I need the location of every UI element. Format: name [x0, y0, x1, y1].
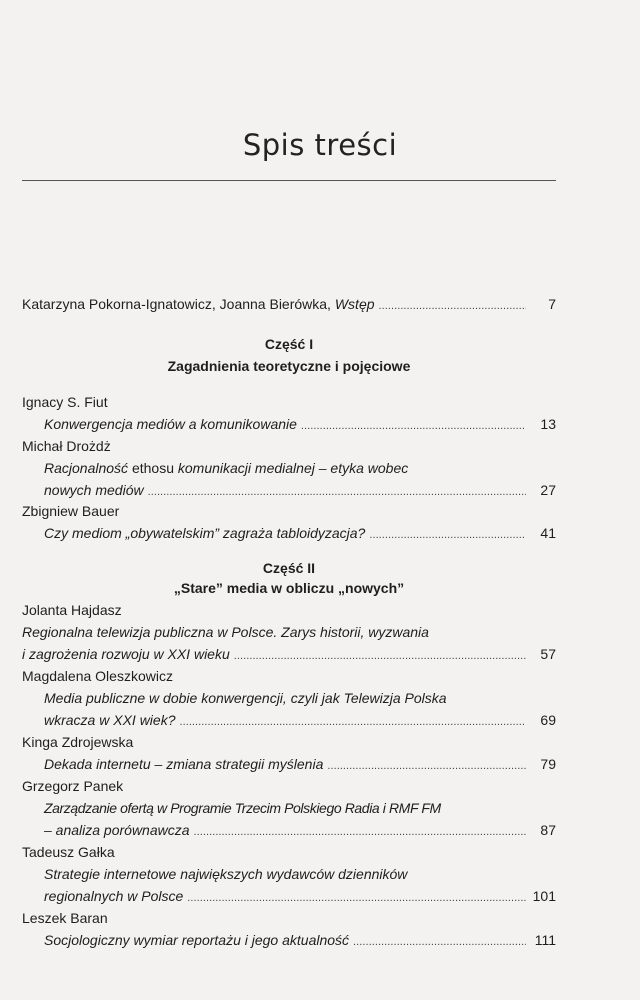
entry-title-line[interactable]	[44, 458, 556, 478]
toc-entry[interactable]	[44, 480, 556, 500]
dot-leader	[379, 296, 526, 316]
dot-leader	[327, 756, 526, 776]
dot-leader	[194, 822, 526, 842]
entry-author: Grzegorz Panek	[22, 778, 124, 794]
page-number: 79	[540, 756, 556, 772]
page-number: 69	[540, 712, 556, 728]
dot-leader	[179, 712, 526, 732]
intro-authors: Katarzyna Pokorna-Ignatowicz, Joanna Bierówka,	[22, 296, 335, 312]
page-number: 13	[540, 416, 556, 432]
entry-title: regionalnych w Polsce	[44, 888, 184, 904]
toc-entry[interactable]	[44, 886, 556, 906]
toc-entry[interactable]	[44, 754, 556, 774]
entry-author: Ignacy S. Fiut	[22, 394, 108, 410]
entry-title-part: Racjonalność	[44, 460, 129, 476]
entry-author: Kinga Zdrojewska	[22, 734, 134, 750]
entry-author: Jolanta Hajdasz	[22, 602, 122, 618]
toc-entry[interactable]	[44, 523, 556, 543]
entry-title-part: komunikacji medialnej – etyka wobec	[177, 460, 409, 476]
dot-leader	[353, 932, 526, 952]
entry-title: Czy mediom „obywatelskim” zagraża tabloidyzacja?	[44, 525, 366, 541]
entry-author: Magdalena Oleszkowicz	[22, 668, 173, 684]
entry-author: Zbigniew Bauer	[22, 503, 120, 519]
dot-leader	[187, 888, 526, 908]
part-2-label: Część II	[262, 560, 316, 576]
entry-title: – analiza porównawcza	[44, 822, 190, 838]
toc-entry[interactable]	[44, 930, 556, 950]
toc-entry[interactable]	[44, 414, 556, 434]
entry-title-line[interactable]: Zarządzanie ofertą w Programie Trzecim Polskiego Radia i RMF FM	[44, 800, 441, 816]
title-divider	[22, 180, 556, 181]
page-title: Spis treści	[242, 128, 398, 162]
intro-title: Wstęp	[334, 296, 375, 312]
entry-title-part: ethosu	[128, 460, 178, 476]
page-number: 27	[540, 482, 556, 498]
entry-title-line[interactable]: Media publiczne w dobie konwergencji, czyli jak Telewizja Polska	[44, 690, 447, 706]
entry-author: Leszek Baran	[22, 910, 108, 926]
entry-author: Tadeusz Gałka	[22, 844, 115, 860]
entry-title-line[interactable]: Strategie internetowe największych wydawców dzienników	[44, 866, 408, 882]
entry-title: Socjologiczny wymiar reportażu i jego aktualność	[44, 932, 350, 948]
toc-entry-intro[interactable]	[22, 294, 556, 314]
dot-leader	[148, 482, 526, 502]
page-number: 41	[540, 525, 556, 541]
page-number: 7	[548, 296, 556, 312]
page-number: 87	[540, 822, 556, 838]
entry-title: i zagrożenia rozwoju w XXI wieku	[22, 646, 230, 662]
dot-leader	[234, 646, 526, 666]
entry-title-line[interactable]: Regionalna telewizja publiczna w Polsce. Zarys historii, wyzwania	[22, 624, 429, 640]
dot-leader	[301, 416, 526, 436]
part-2-subtitle: „Stare” media w obliczu „nowych”	[173, 580, 405, 596]
part-1-label: Część I	[264, 336, 314, 352]
toc-entry[interactable]	[44, 820, 556, 840]
toc-entry[interactable]	[22, 644, 556, 664]
page-number: 111	[534, 932, 556, 948]
part-1-subtitle: Zagadnienia teoretyczne i pojęciowe	[167, 358, 411, 374]
toc-entry[interactable]	[44, 710, 556, 730]
page-number: 101	[532, 888, 556, 904]
entry-title: wkracza w XXI wiek?	[44, 712, 176, 728]
entry-title: nowych mediów	[44, 482, 144, 498]
entry-title: Dekada internetu – zmiana strategii myślenia	[44, 756, 324, 772]
page-number: 57	[540, 646, 556, 662]
dot-leader	[369, 525, 526, 545]
entry-author: Michał Drożdż	[22, 438, 111, 454]
entry-title: Konwergencja mediów a komunikowanie	[44, 416, 297, 432]
